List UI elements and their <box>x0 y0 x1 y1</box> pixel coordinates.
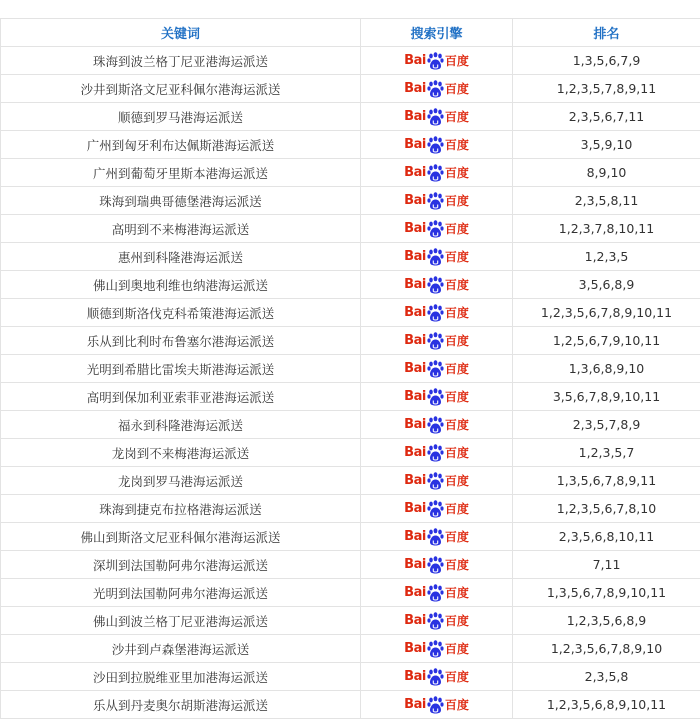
baidu-logo-text-right: 百度 <box>445 612 469 629</box>
keyword-cell: 佛山到斯洛文尼亚科佩尔港海运派送 <box>1 523 361 551</box>
table-row <box>1 159 700 187</box>
rank-cell: 1,2,3,5 <box>513 243 700 271</box>
search-engine-cell <box>361 243 513 271</box>
table-row <box>1 327 700 355</box>
baidu-paw-icon <box>427 108 444 126</box>
keyword-cell: 广州到匈牙利布达佩斯港海运派送 <box>1 131 361 159</box>
search-engine-cell <box>361 523 513 551</box>
baidu-paw-icon <box>427 528 444 546</box>
baidu-logo <box>404 163 469 183</box>
baidu-logo-text-right: 百度 <box>445 220 469 237</box>
baidu-logo-text-left: Bai <box>404 165 426 180</box>
baidu-logo <box>404 527 469 547</box>
rank-cell: 1,2,3,5,7 <box>513 439 700 467</box>
rank-cell: 2,3,5,8 <box>513 663 700 691</box>
baidu-logo-text-left: Bai <box>404 585 426 600</box>
keyword-cell: 高明到不来梅港海运派送 <box>1 215 361 243</box>
keyword-cell: 珠海到瑞典哥德堡港海运派送 <box>1 187 361 215</box>
baidu-logo-text-left: Bai <box>404 221 426 236</box>
baidu-logo <box>404 247 469 267</box>
baidu-logo-text-left: Bai <box>404 137 426 152</box>
keyword-cell: 顺德到斯洛伐克科希策港海运派送 <box>1 299 361 327</box>
baidu-paw-icon <box>427 472 444 490</box>
baidu-logo-text-left: Bai <box>404 557 426 572</box>
baidu-logo-text-left: Bai <box>404 669 426 684</box>
baidu-logo-text-right: 百度 <box>445 500 469 517</box>
baidu-logo-text-right: 百度 <box>445 332 469 349</box>
baidu-paw-icon <box>427 640 444 658</box>
baidu-paw-icon <box>427 80 444 98</box>
table-row <box>1 551 700 579</box>
baidu-logo-text-left: Bai <box>404 529 426 544</box>
table-row <box>1 271 700 299</box>
rank-cell: 3,5,9,10 <box>513 131 700 159</box>
search-engine-cell <box>361 103 513 131</box>
baidu-logo <box>404 667 469 687</box>
search-engine-cell <box>361 327 513 355</box>
table-row <box>1 299 700 327</box>
baidu-logo-text-right: 百度 <box>445 276 469 293</box>
search-engine-cell <box>361 579 513 607</box>
baidu-logo-text-right: 百度 <box>445 584 469 601</box>
baidu-paw-icon <box>427 248 444 266</box>
baidu-logo-text-left: Bai <box>404 389 426 404</box>
search-engine-cell <box>361 215 513 243</box>
baidu-logo-text-right: 百度 <box>445 80 469 97</box>
ranking-table <box>0 18 700 719</box>
keyword-cell: 深圳到法国勒阿弗尔港海运派送 <box>1 551 361 579</box>
baidu-logo-text-right: 百度 <box>445 192 469 209</box>
table-row <box>1 47 700 75</box>
search-engine-cell <box>361 439 513 467</box>
search-engine-cell <box>361 159 513 187</box>
baidu-paw-icon <box>427 332 444 350</box>
keyword-cell: 广州到葡萄牙里斯本港海运派送 <box>1 159 361 187</box>
baidu-logo-text-right: 百度 <box>445 52 469 69</box>
baidu-logo <box>404 443 469 463</box>
keyword-cell: 乐从到比利时布鲁塞尔港海运派送 <box>1 327 361 355</box>
baidu-logo-text-left: Bai <box>404 305 426 320</box>
baidu-logo-text-left: Bai <box>404 277 426 292</box>
rank-cell: 1,2,3,5,6,7,8,9,10,11 <box>513 299 700 327</box>
table-row <box>1 663 700 691</box>
baidu-logo <box>404 583 469 603</box>
search-engine-cell <box>361 691 513 719</box>
baidu-paw-icon <box>427 164 444 182</box>
baidu-logo-text-left: Bai <box>404 81 426 96</box>
baidu-logo <box>404 79 469 99</box>
baidu-logo <box>404 499 469 519</box>
baidu-logo-text-right: 百度 <box>445 108 469 125</box>
baidu-logo <box>404 275 469 295</box>
keyword-cell: 高明到保加利亚索菲亚港海运派送 <box>1 383 361 411</box>
baidu-logo-text-right: 百度 <box>445 472 469 489</box>
baidu-paw-icon <box>427 612 444 630</box>
baidu-logo-text-left: Bai <box>404 109 426 124</box>
baidu-logo <box>404 415 469 435</box>
table-row <box>1 439 700 467</box>
baidu-logo <box>404 331 469 351</box>
baidu-logo-text-left: Bai <box>404 641 426 656</box>
keyword-cell: 惠州到科隆港海运派送 <box>1 243 361 271</box>
baidu-logo-text-right: 百度 <box>445 164 469 181</box>
keyword-cell: 龙岗到不来梅港海运派送 <box>1 439 361 467</box>
table-row <box>1 467 700 495</box>
rank-cell: 1,2,3,5,6,7,8,10 <box>513 495 700 523</box>
rank-cell: 1,3,5,6,7,8,9,10,11 <box>513 579 700 607</box>
table-row <box>1 691 700 719</box>
baidu-logo-text-left: Bai <box>404 501 426 516</box>
keyword-cell: 龙岗到罗马港海运派送 <box>1 467 361 495</box>
keyword-cell: 光明到法国勒阿弗尔港海运派送 <box>1 579 361 607</box>
search-engine-cell <box>361 607 513 635</box>
rank-cell: 3,5,6,7,8,9,10,11 <box>513 383 700 411</box>
rank-cell: 1,2,3,5,7,8,9,11 <box>513 75 700 103</box>
table-row <box>1 187 700 215</box>
baidu-paw-icon <box>427 668 444 686</box>
rank-cell: 8,9,10 <box>513 159 700 187</box>
baidu-paw-icon <box>427 136 444 154</box>
search-engine-cell <box>361 187 513 215</box>
baidu-logo-text-right: 百度 <box>445 248 469 265</box>
baidu-logo-text-right: 百度 <box>445 668 469 685</box>
table-row <box>1 635 700 663</box>
baidu-logo-text-right: 百度 <box>445 696 469 713</box>
rank-cell: 2,3,5,7,8,9 <box>513 411 700 439</box>
baidu-logo-text-right: 百度 <box>445 444 469 461</box>
table-row <box>1 215 700 243</box>
search-engine-cell <box>361 551 513 579</box>
baidu-logo <box>404 191 469 211</box>
baidu-logo-text-left: Bai <box>404 697 426 712</box>
baidu-logo-text-left: Bai <box>404 249 426 264</box>
rank-cell: 2,3,5,8,11 <box>513 187 700 215</box>
search-engine-cell <box>361 383 513 411</box>
rank-cell: 1,2,3,7,8,10,11 <box>513 215 700 243</box>
table-row <box>1 75 700 103</box>
baidu-logo-text-right: 百度 <box>445 416 469 433</box>
baidu-logo-text-right: 百度 <box>445 640 469 657</box>
keyword-cell: 沙井到斯洛文尼亚科佩尔港海运派送 <box>1 75 361 103</box>
table-body <box>1 47 700 719</box>
rank-cell: 1,2,5,6,7,9,10,11 <box>513 327 700 355</box>
search-engine-cell <box>361 495 513 523</box>
keyword-cell: 佛山到奥地利维也纳港海运派送 <box>1 271 361 299</box>
baidu-paw-icon <box>427 192 444 210</box>
rank-cell: 1,3,5,6,7,8,9,11 <box>513 467 700 495</box>
rank-cell: 3,5,6,8,9 <box>513 271 700 299</box>
rank-cell: 2,3,5,6,8,10,11 <box>513 523 700 551</box>
baidu-logo-text-left: Bai <box>404 361 426 376</box>
search-engine-cell <box>361 131 513 159</box>
baidu-logo-text-right: 百度 <box>445 388 469 405</box>
table-row <box>1 411 700 439</box>
header-rank: 排名 <box>513 19 700 47</box>
table-row <box>1 355 700 383</box>
baidu-paw-icon <box>427 584 444 602</box>
baidu-logo-text-left: Bai <box>404 53 426 68</box>
table-header-row <box>1 19 700 47</box>
baidu-logo <box>404 555 469 575</box>
search-engine-cell <box>361 355 513 383</box>
rank-cell: 2,3,5,6,7,11 <box>513 103 700 131</box>
baidu-paw-icon <box>427 360 444 378</box>
rank-cell: 1,2,3,5,6,8,9,10,11 <box>513 691 700 719</box>
baidu-logo-text-right: 百度 <box>445 360 469 377</box>
table-row <box>1 131 700 159</box>
ranking-table-container <box>0 18 700 719</box>
table-row <box>1 579 700 607</box>
baidu-logo-text-right: 百度 <box>445 528 469 545</box>
rank-cell: 1,2,3,5,6,7,8,9,10 <box>513 635 700 663</box>
baidu-logo-text-left: Bai <box>404 613 426 628</box>
search-engine-cell <box>361 467 513 495</box>
search-engine-cell <box>361 271 513 299</box>
table-row <box>1 607 700 635</box>
baidu-paw-icon <box>427 52 444 70</box>
baidu-logo-text-right: 百度 <box>445 304 469 321</box>
search-engine-cell <box>361 663 513 691</box>
header-keyword: 关键词 <box>1 19 361 47</box>
search-engine-cell <box>361 299 513 327</box>
baidu-logo <box>404 107 469 127</box>
baidu-logo-text-left: Bai <box>404 333 426 348</box>
baidu-logo-text-right: 百度 <box>445 556 469 573</box>
baidu-logo-text-left: Bai <box>404 445 426 460</box>
rank-cell: 1,3,6,8,9,10 <box>513 355 700 383</box>
keyword-cell: 珠海到捷克布拉格港海运派送 <box>1 495 361 523</box>
baidu-logo <box>404 471 469 491</box>
keyword-cell: 沙井到卢森堡港海运派送 <box>1 635 361 663</box>
keyword-cell: 福永到科隆港海运派送 <box>1 411 361 439</box>
table-row <box>1 243 700 271</box>
baidu-paw-icon <box>427 444 444 462</box>
table-row <box>1 523 700 551</box>
baidu-paw-icon <box>427 304 444 322</box>
baidu-paw-icon <box>427 388 444 406</box>
table-row <box>1 495 700 523</box>
keyword-cell: 珠海到波兰格丁尼亚港海运派送 <box>1 47 361 75</box>
search-engine-cell <box>361 47 513 75</box>
baidu-logo <box>404 51 469 71</box>
baidu-logo <box>404 611 469 631</box>
baidu-paw-icon <box>427 416 444 434</box>
baidu-logo <box>404 695 469 715</box>
search-engine-cell <box>361 635 513 663</box>
baidu-paw-icon <box>427 220 444 238</box>
baidu-logo <box>404 639 469 659</box>
keyword-cell: 沙田到拉脱维亚里加港海运派送 <box>1 663 361 691</box>
baidu-paw-icon <box>427 556 444 574</box>
table-row <box>1 383 700 411</box>
keyword-cell: 顺德到罗马港海运派送 <box>1 103 361 131</box>
baidu-logo-text-left: Bai <box>404 193 426 208</box>
search-engine-cell <box>361 411 513 439</box>
rank-cell: 1,3,5,6,7,9 <box>513 47 700 75</box>
baidu-paw-icon <box>427 276 444 294</box>
baidu-logo <box>404 219 469 239</box>
baidu-logo <box>404 359 469 379</box>
keyword-cell: 光明到希腊比雷埃夫斯港海运派送 <box>1 355 361 383</box>
keyword-cell: 乐从到丹麦奥尔胡斯港海运派送 <box>1 691 361 719</box>
table-row <box>1 103 700 131</box>
baidu-paw-icon <box>427 500 444 518</box>
baidu-logo <box>404 303 469 323</box>
search-engine-cell <box>361 75 513 103</box>
keyword-cell: 佛山到波兰格丁尼亚港海运派送 <box>1 607 361 635</box>
baidu-logo <box>404 387 469 407</box>
baidu-logo-text-left: Bai <box>404 417 426 432</box>
baidu-logo-text-left: Bai <box>404 473 426 488</box>
header-search-engine: 搜索引擎 <box>361 19 513 47</box>
baidu-logo-text-right: 百度 <box>445 136 469 153</box>
rank-cell: 7,11 <box>513 551 700 579</box>
baidu-paw-icon <box>427 696 444 714</box>
baidu-logo <box>404 135 469 155</box>
rank-cell: 1,2,3,5,6,8,9 <box>513 607 700 635</box>
